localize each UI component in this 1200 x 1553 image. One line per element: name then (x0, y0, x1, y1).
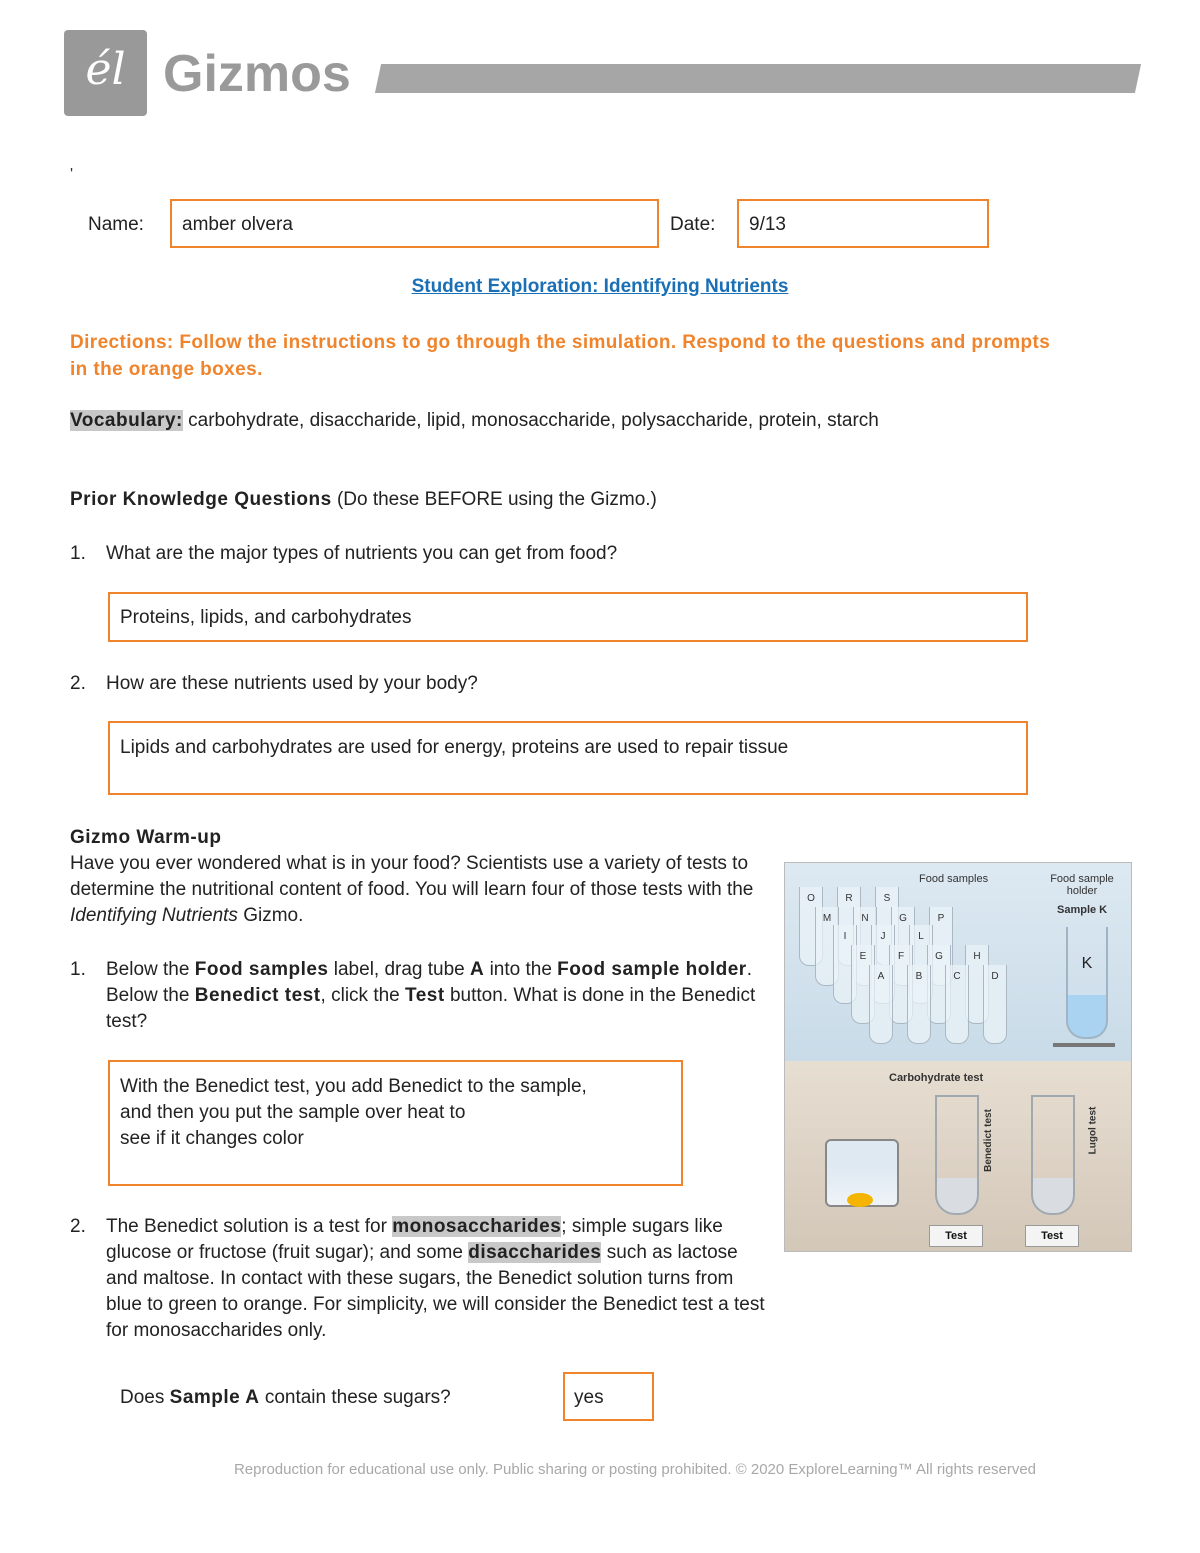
question-text: What are the major types of nutrients you can get from food? (106, 543, 618, 564)
q1-bold-benedict: Benedict test (194, 985, 321, 1006)
q1-text-part: label, drag tube (333, 959, 465, 980)
q2-text-part: The Benedict solution is a test for (106, 1216, 387, 1237)
name-field[interactable] (170, 199, 659, 248)
food-tube-label: R (845, 893, 853, 904)
brand-name: Gizmos (163, 45, 351, 103)
warmup-heading (70, 825, 221, 851)
prior-heading-title: Prior Knowledge Questions (70, 489, 332, 510)
sample-a-question (120, 1385, 451, 1411)
answer-box[interactable] (108, 721, 1028, 795)
prior-heading (70, 487, 657, 513)
food-tube[interactable] (945, 965, 969, 1044)
holder-label: Food sample holder (1050, 873, 1114, 897)
food-tube-label: B (915, 971, 923, 982)
q2-text-part: ; simple sugars like glucose or fructose (fruit sugar); and some (106, 1216, 723, 1263)
q1-bold-test: Test (405, 985, 445, 1006)
gizmo-name: Identifying Nutrients (70, 905, 238, 926)
q2-text-part: such as lactose and maltose. In contact with these sugars, the Benedict solution turns from blue to green to orange. For simplicity, we will consider the Benedict test a test for monosaccharides only. (106, 1242, 765, 1341)
gizmos-logo (64, 30, 147, 116)
food-tube-label: H (973, 951, 981, 962)
q2-highlight-monosaccharides: monosaccharides (392, 1216, 562, 1237)
food-samples-label: Food samples (919, 873, 989, 885)
food-tube-label: P (937, 913, 945, 924)
q1-text-part: , click the (320, 985, 400, 1006)
food-tube-label: G (935, 951, 943, 962)
warmup-heading-title: Gizmo Warm-up (70, 827, 222, 848)
flame (847, 1193, 873, 1207)
answer-text: Lipids and carbohydrates are used for energy, proteins are used to repair tissue (120, 737, 789, 758)
food-tube-label: O (807, 893, 815, 904)
q1-bold-holder: Food sample holder (557, 959, 747, 980)
answer-text: Proteins, lipids, and carbohydrates (120, 607, 412, 628)
benedict-test-label: Benedict test (982, 1109, 994, 1172)
page-title: Student Exploration: Identifying Nutrients (411, 276, 789, 297)
test-button-lugol[interactable] (1025, 1225, 1079, 1247)
test-button-benedict[interactable] (929, 1225, 983, 1247)
food-tube[interactable] (907, 965, 931, 1044)
question-number: 1. (70, 959, 86, 980)
date-label: Date: (670, 214, 716, 235)
q1-text-part: button. What is done in the Benedict test? (106, 985, 756, 1032)
q1-text-part: . Below the (106, 959, 752, 1006)
q1-text-part: into the (489, 959, 552, 980)
date-value: 9/13 (749, 214, 786, 235)
prior-heading-note: (Do these BEFORE using the Gizmo.) (336, 489, 657, 510)
test-button-label: Test (1041, 1230, 1063, 1242)
answer-line: With the Benedict test, you add Benedict to the sample, (120, 1076, 587, 1097)
gizmo-screenshot (784, 862, 1132, 1252)
food-tube-label: A (877, 971, 885, 982)
q1-text-part: Below the (106, 959, 190, 980)
food-tube-label: S (883, 893, 891, 904)
lugol-test-label: Lugol test (1087, 1106, 1099, 1155)
vocabulary (70, 408, 1130, 434)
sample-holder-tube[interactable] (1066, 927, 1108, 1039)
food-tube[interactable] (869, 965, 893, 1044)
sample-k-label: Sample K (1057, 904, 1108, 916)
directions: Directions: Follow the instructions to go through the simulation. Respond to the questions and prompts in the orange boxes. (70, 332, 1051, 380)
answer-box[interactable] (108, 1060, 683, 1186)
answer-line: see if it changes color (120, 1128, 304, 1149)
q1-bold-food-samples: Food samples (194, 959, 329, 980)
warmup-q1-text (106, 957, 771, 1035)
vocabulary-label: Vocabulary: (70, 410, 183, 431)
footer-notice: Reproduction for educational use only. Public sharing or posting prohibited. © 2020 ExploreLearning™ All rights reserved (233, 1461, 1037, 1478)
name-value: amber olvera (182, 214, 293, 235)
food-tube-label: N (861, 913, 869, 924)
question-number: 1. (70, 543, 86, 564)
lugol-tube (1031, 1095, 1075, 1215)
answer-text: yes (574, 1387, 604, 1408)
stray-mark: ' (70, 166, 74, 183)
q2-highlight-disaccharides: disaccharides (468, 1242, 602, 1263)
q1-bold-a: A (470, 959, 485, 980)
food-tube-label: L (918, 931, 924, 942)
sub-question-bold: Sample A (169, 1387, 260, 1408)
food-tube-label: F (897, 951, 905, 962)
food-tube-label: D (991, 971, 999, 982)
vocabulary-terms: carbohydrate, disaccharide, lipid, monosaccharide, polysaccharide, protein, starch (188, 410, 879, 431)
food-tube-label: G (899, 913, 907, 924)
food-tube-label: C (953, 971, 961, 982)
question-number: 2. (70, 673, 86, 694)
date-field[interactable] (737, 199, 989, 248)
food-tube-label: J (880, 931, 886, 942)
warmup-intro-text: Have you ever wondered what is in your food? Scientists use a variety of tests to determine the nutritional content of food. You will learn four of those tests with the (70, 853, 754, 900)
food-tube-label: E (859, 951, 867, 962)
food-tube[interactable] (983, 965, 1007, 1044)
logo-glyph: él (85, 44, 126, 95)
warmup-intro-end: Gizmo. (243, 905, 304, 926)
test-button-label: Test (945, 1230, 967, 1242)
answer-line: and then you put the sample over heat to (120, 1102, 466, 1123)
answer-box[interactable] (108, 592, 1028, 642)
tube-k-label: K (1081, 955, 1093, 972)
answer-box[interactable] (563, 1372, 654, 1421)
warmup-q2-text (106, 1214, 771, 1344)
food-tube-label: M (822, 913, 832, 924)
warmup-intro (70, 851, 770, 929)
sub-question-part: contain these sugars? (264, 1387, 451, 1408)
benedict-tube (935, 1095, 979, 1215)
holder-stand (1053, 1043, 1115, 1047)
name-label: Name: (88, 214, 144, 235)
header-bar (375, 64, 1141, 93)
carb-test-label: Carbohydrate test (889, 1072, 984, 1084)
food-tube-label: I (843, 931, 847, 942)
question-text: How are these nutrients used by your body? (106, 673, 478, 694)
sub-question-part: Does (120, 1387, 165, 1408)
question-number: 2. (70, 1216, 86, 1237)
